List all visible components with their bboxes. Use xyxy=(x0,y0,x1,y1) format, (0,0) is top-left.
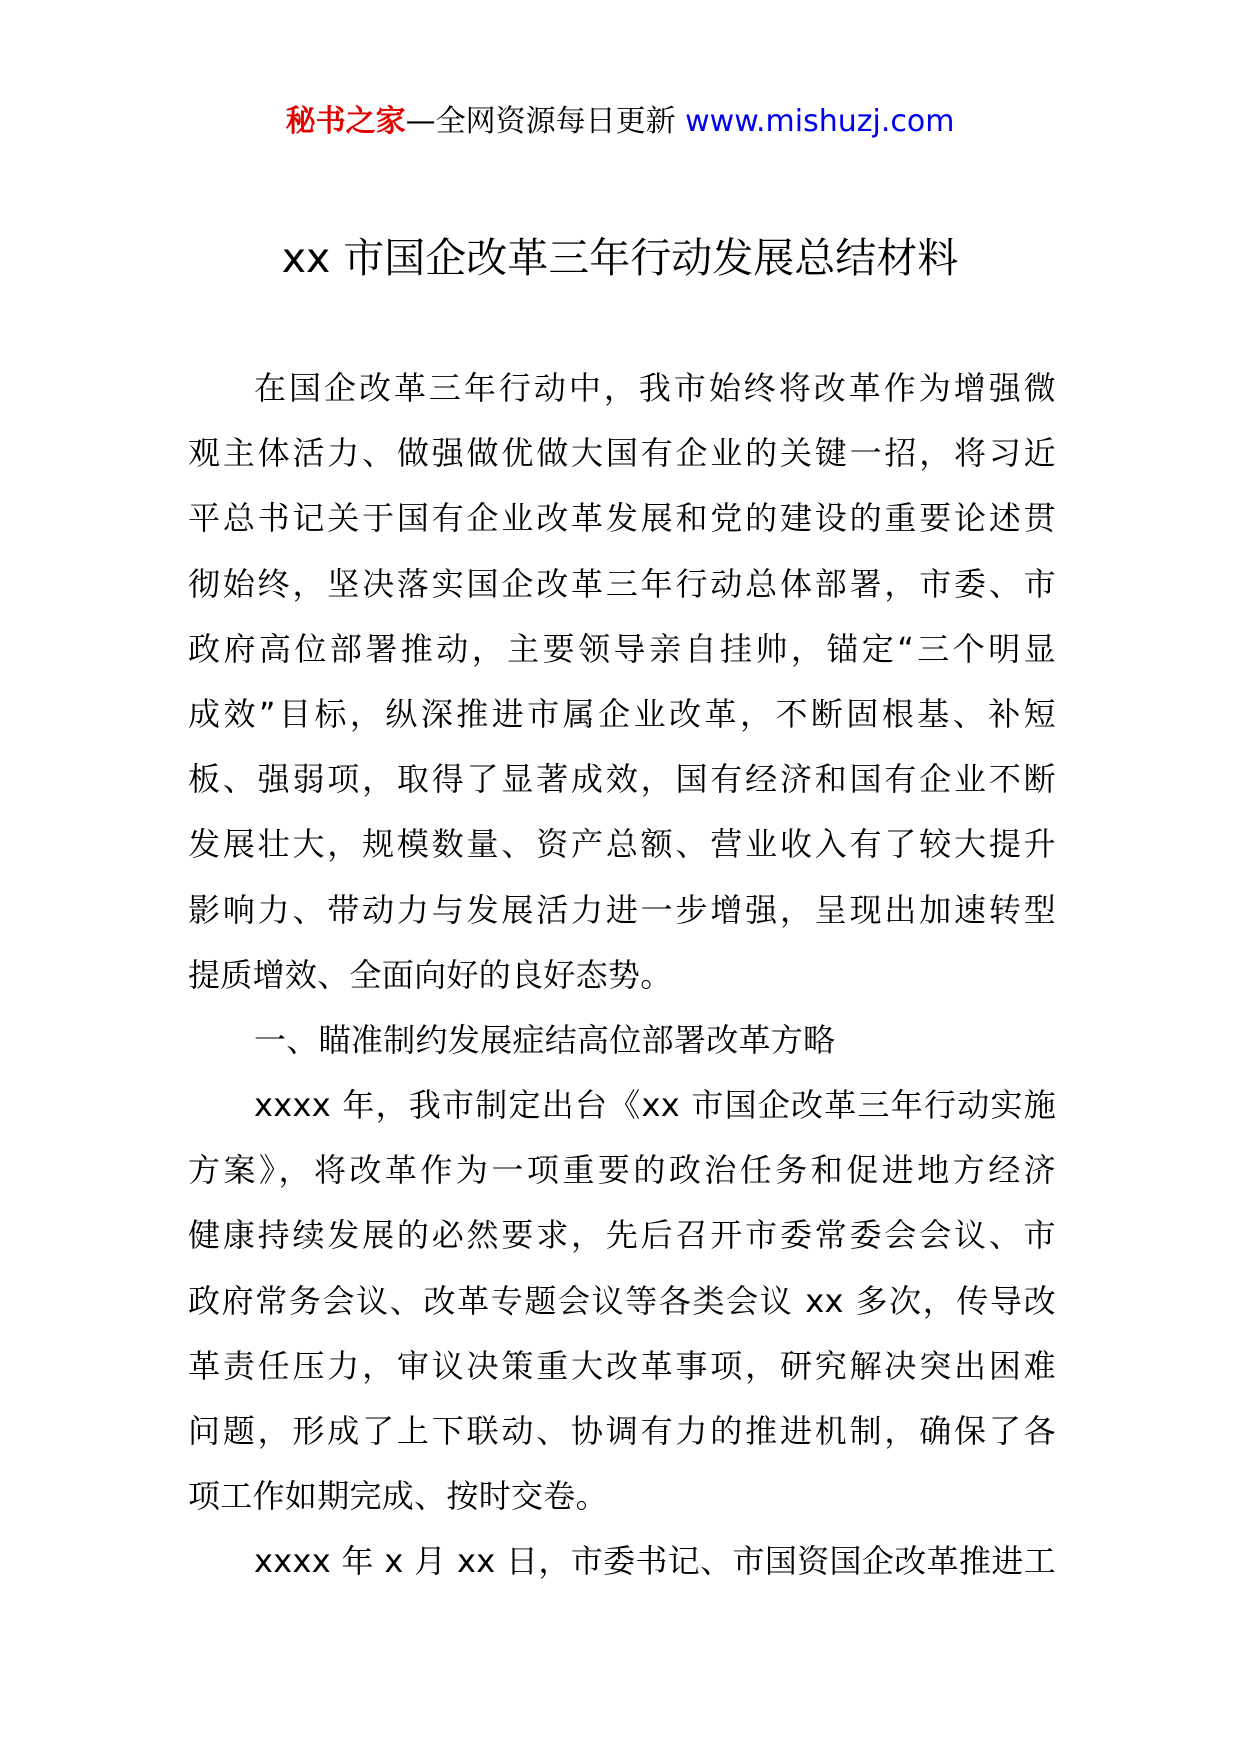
paragraph-line: 健康持续发展的必然要求，先后召开市委常委会会议、市 xyxy=(188,1216,1056,1255)
paragraph-line: 政府常务会议、改革专题会议等各类会议 xx 多次，传导改 xyxy=(188,1281,1056,1320)
paragraph-line: 发展壮大，规模数量、资产总额、营业收入有了较大提升 xyxy=(188,825,1056,864)
site-url-link[interactable]: www.mishuzj.com xyxy=(685,104,955,139)
paragraph-line: xxxx 年，我市制定出台《xx 市国企改革三年行动实施 xyxy=(254,1086,1056,1125)
paragraph-line: 彻始终，坚决落实国企改革三年行动总体部署，市委、市 xyxy=(188,564,1056,603)
paragraph-line: 成效”目标，纵深推进市属企业改革，不断固根基、补短 xyxy=(188,694,1056,733)
site-brand: 秘书之家 xyxy=(285,104,406,139)
paragraph-line: 平总书记关于国有企业改革发展和党的建设的重要论述贯 xyxy=(188,499,1056,538)
site-header xyxy=(0,100,1240,144)
paragraph-line: xxxx 年 x 月 xx 日，市委书记、市国资国企改革推进工 xyxy=(254,1542,1056,1581)
paragraph-line: 政府高位部署推动，主要领导亲自挂帅，锚定“三个明显 xyxy=(188,629,1056,668)
document-title: xx 市国企改革三年行动发展总结材料 xyxy=(281,234,959,282)
document-body xyxy=(188,356,1056,1595)
paragraph-line: 观主体活力、做强做优做大国有企业的关键一招，将习近 xyxy=(188,434,1056,473)
section-heading: 一、瞄准制约发展症结高位部署改革方略 xyxy=(254,1020,836,1059)
site-tagline: —全网资源每日更新 xyxy=(405,104,676,139)
paragraph-line: 项工作如期完成、按时交卷。 xyxy=(188,1477,608,1516)
paragraph-line: 板、强弱项，取得了显著成效，国有经济和国有企业不断 xyxy=(188,760,1056,799)
paragraph-line: 革责任压力，审议决策重大改革事项，研究解决突出困难 xyxy=(188,1346,1056,1385)
paragraph-line: 在国企改革三年行动中，我市始终将改革作为增强微 xyxy=(254,369,1056,407)
paragraph-line: 方案》，将改革作为一项重要的政治任务和促进地方经济 xyxy=(188,1151,1056,1190)
paragraph-line: 影响力、带动力与发展活力进一步增强，呈现出加速转型 xyxy=(188,890,1056,929)
paragraph-line: 问题，形成了上下联动、协调有力的推进机制，确保了各 xyxy=(188,1412,1056,1450)
paragraph-line: 提质增效、全面向好的良好态势。 xyxy=(188,955,673,994)
